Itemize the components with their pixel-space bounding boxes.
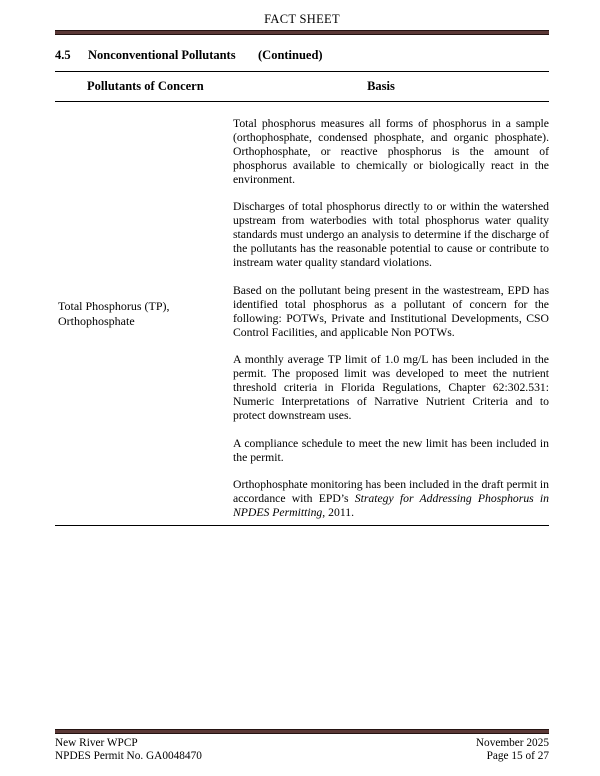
column-header-pollutants: Pollutants of Concern xyxy=(87,79,204,93)
footer-facility: New River WPCP xyxy=(55,737,138,749)
footer-permit-number: NPDES Permit No. GA0048470 xyxy=(55,749,202,762)
section-continued-label: (Continued) xyxy=(258,48,323,62)
closing-suffix: , 2011. xyxy=(322,506,354,520)
footer-columns xyxy=(55,737,549,762)
basis-paragraph-closing xyxy=(233,478,549,520)
footer-right-block xyxy=(476,737,549,762)
pollutants-table xyxy=(55,71,549,526)
footer-page-number: Page 15 of 27 xyxy=(486,749,549,762)
pollutant-cell xyxy=(55,102,233,525)
basis-paragraph: Discharges of total phosphorus directly to or within the watershed upstream from waterbodies with total phosphorus water quality standards must undergo an analysis to determine if the discharge of the pollutants has the reasonable potential to cause or contribute to instream water quality standard violations. xyxy=(233,200,549,270)
footer-rule xyxy=(55,729,549,734)
basis-paragraph: Total phosphorus measures all forms of phosphorus in a sample (orthophosphate, condensed phosphate, and organic phosphate). Orthophosphate, or reactive phosphorus is the amount of phosphorus available to chemically or biologically react in the environment. xyxy=(233,117,549,186)
closing-text: Orthophosphate monitoring has been included in the draft permit in accordance with EPD’s xyxy=(233,478,549,506)
basis-paragraph: A compliance schedule to meet the new limit has been included in the permit. xyxy=(233,436,549,464)
footer-date: November 2025 xyxy=(475,737,549,749)
basis-cell xyxy=(233,102,549,525)
table-row xyxy=(55,102,549,525)
section-title: Nonconventional Pollutants xyxy=(88,48,236,62)
table-header-row xyxy=(55,72,549,102)
page-footer xyxy=(55,729,549,762)
column-header-basis: Basis xyxy=(367,79,395,93)
footer-left-block xyxy=(55,737,202,762)
closing-italic-citation: Strategy for Addressing Phosphorus in NPDES Permitting xyxy=(233,492,549,520)
basis-paragraph: A monthly average TP limit of 1.0 mg/L has been included in the permit. The proposed limit was developed to meet the nutrient threshold criteria in Florida Regulations, Chapter 62:302.531: Numeric Interpretations of Narrative Nutrient Criteria and to protect downstream uses. xyxy=(233,353,549,422)
section-heading xyxy=(55,48,549,63)
header-rule xyxy=(55,30,549,35)
section-number: 4.5 xyxy=(55,48,71,62)
basis-paragraph: Based on the pollutant being present in the wastestream, EPD has identified total phosphorus as a pollutant of concern for the following: POTWs, Private and Institutional Developments, CSO Control Facilities, and applicable Non POTWs. xyxy=(233,283,549,339)
pollutant-name: Total Phosphorus (TP), Orthophosphate xyxy=(58,299,170,328)
page-title: FACT SHEET xyxy=(264,12,340,26)
